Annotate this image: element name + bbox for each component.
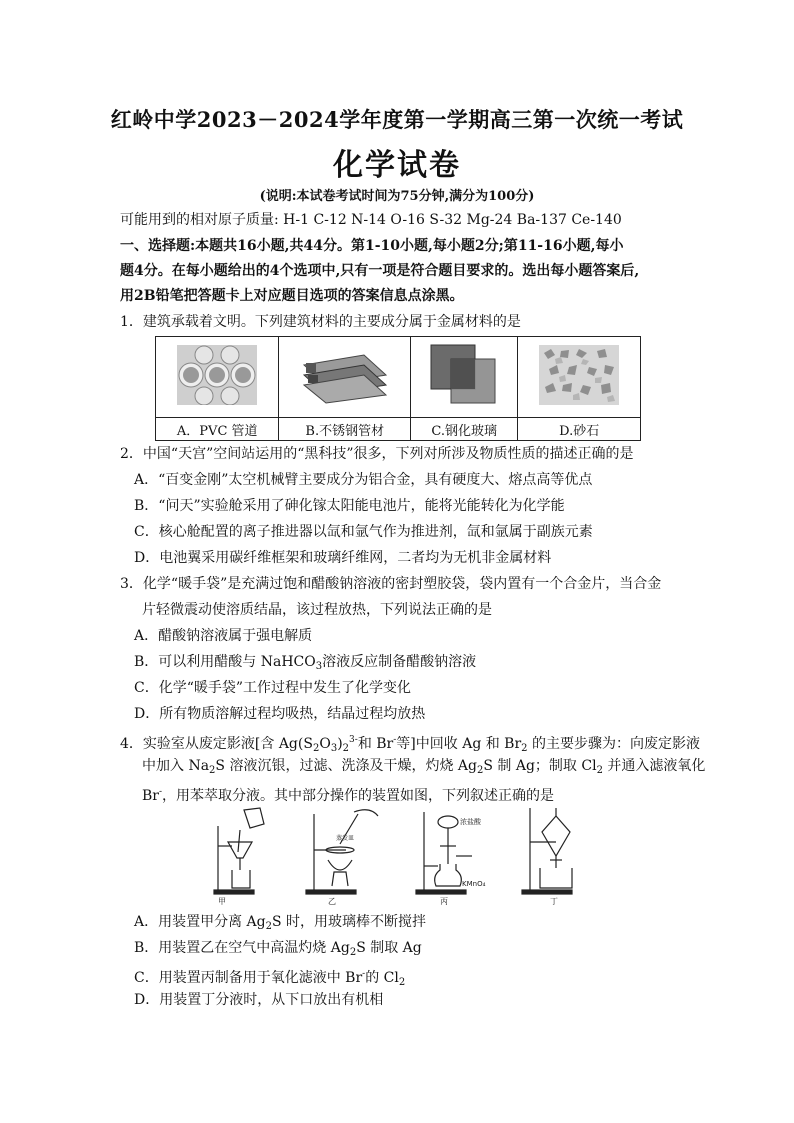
apparatus-yi — [306, 810, 378, 894]
q3-stem-line2: 片轻微震动使溶质结晶，该过程放热，下列说法正确的是 — [142, 602, 492, 618]
q1-options-table — [155, 336, 641, 441]
subject-title: 化学试卷 — [333, 148, 461, 183]
q2-option-d: D．电池翼采用碳纤维框架和玻璃纤维网，二者均为无机非金属材料 — [134, 550, 552, 566]
label-jia: 甲 — [218, 897, 226, 906]
q3-stem-line1: 3．化学“暖手袋”是充满过饱和醋酸钠溶液的密封塑胶袋，袋内置有一个合金片，当合金 — [120, 576, 662, 592]
q1-option-a: A．PVC 管道 — [156, 418, 279, 441]
q4-stem-line1: 4．实验室从废定影液[含 $Ag(S_2O_3)_2^{3-}$和 Br-等]中回收 Ag 和 $Br_2$ 的主要步骤为：向废定影液 — [120, 735, 700, 754]
exam-title: 红岭中学2023－2024学年度第一学期高三第一次统一考试 — [110, 107, 684, 132]
label-yi: 乙 — [328, 897, 336, 906]
apparatus-ding — [522, 808, 572, 894]
q4-apparatus-figure — [210, 806, 590, 906]
label-kmno4: KMnO₄ — [462, 880, 486, 888]
section-instructions-line1: 一、选择题:本题共16小题,共44分。第1-10小题,每小题2分;第11-16小题,每小 — [120, 238, 624, 254]
apparatus-jia — [214, 808, 264, 894]
q3-option-b: B．可以利用醋酸与 NaHCO$_3$溶液反应制备醋酸钠溶液 — [134, 654, 477, 672]
q1-option-d: D.砂石 — [518, 418, 641, 441]
q3-option-d: D．所有物质溶解过程均吸热，结晶过程均放热 — [134, 706, 426, 722]
section-instructions-line2: 题4分。在每小题给出的4个选项中,只有一项是符合题目要求的。选出每小题答案后, — [120, 263, 640, 279]
q2-option-b: B．“问天”实验舱采用了砷化镓太阳能电池片，能将光能转化为化学能 — [134, 498, 565, 514]
section-instructions-line3: 用2B铅笔把答题卡上对应题目选项的答案信息点涂黑。 — [120, 288, 464, 304]
q4-option-b: B．用装置乙在空气中高温灼烧 $Ag_2S$ 制取 Ag — [134, 940, 422, 958]
pvc-pipe-image — [156, 337, 279, 418]
label-evaporating-dish: 蒸发皿 — [336, 835, 355, 842]
label-conc-hcl: 浓盐酸 — [460, 818, 481, 826]
q3-option-a: A．醋酸钠溶液属于强电解质 — [134, 628, 313, 644]
q1-option-c: C.钢化玻璃 — [411, 418, 518, 441]
q2-option-c: C．核心舱配置的离子推进器以氙和氩气作为推进剂，氙和氩属于副族元素 — [134, 524, 593, 540]
q3-option-c: C．化学“暖手袋”工作过程中发生了化学变化 — [134, 680, 412, 696]
q4-stem-line2: 中加入 $Na_2S$ 溶液沉银，过滤、洗涤及干燥，灼烧 $Ag_2S$ 制 Ag；制取 $Cl_2$ 并通入滤液氧化 — [142, 758, 706, 776]
label-ding: 丁 — [550, 897, 558, 906]
q4-option-d: D．用装置丁分液时，从下口放出有机相 — [134, 992, 384, 1008]
label-bing: 丙 — [440, 897, 448, 906]
steel-pipe-image — [279, 337, 411, 418]
tempered-glass-image — [411, 337, 518, 418]
q4-stem-line3: Br-，用苯萃取分液。其中部分操作的装置如图，下列叙述正确的是 — [142, 787, 555, 804]
q2-option-a: A．“百变金刚”太空机械臂主要成分为铝合金，具有硬度大、熔点高等优点 — [134, 472, 593, 488]
atomic-masses: 可能用到的相对原子质量: H-1 C-12 N-14 O-16 S-32 Mg-24 Ba-137 Ce-140 — [120, 212, 622, 228]
q2-stem: 2．中国“天宫”空间站运用的“黑科技”很多，下列对所涉及物质性质的描述正确的是 — [120, 446, 634, 462]
q1-option-b: B.不锈钢管材 — [279, 418, 411, 441]
gravel-image — [518, 337, 641, 418]
exam-note: (说明:本试卷考试时间为75分钟,满分为100分) — [259, 189, 535, 204]
q1-stem: 1．建筑承载着文明。下列建筑材料的主要成分属于金属材料的是 — [120, 314, 521, 330]
q4-option-c: C．用装置丙制备用于氧化滤液中 Br-的 $Cl_2$ — [134, 969, 406, 988]
q4-option-a: A．用装置甲分离 $Ag_2S$ 时，用玻璃棒不断搅拌 — [134, 914, 427, 932]
